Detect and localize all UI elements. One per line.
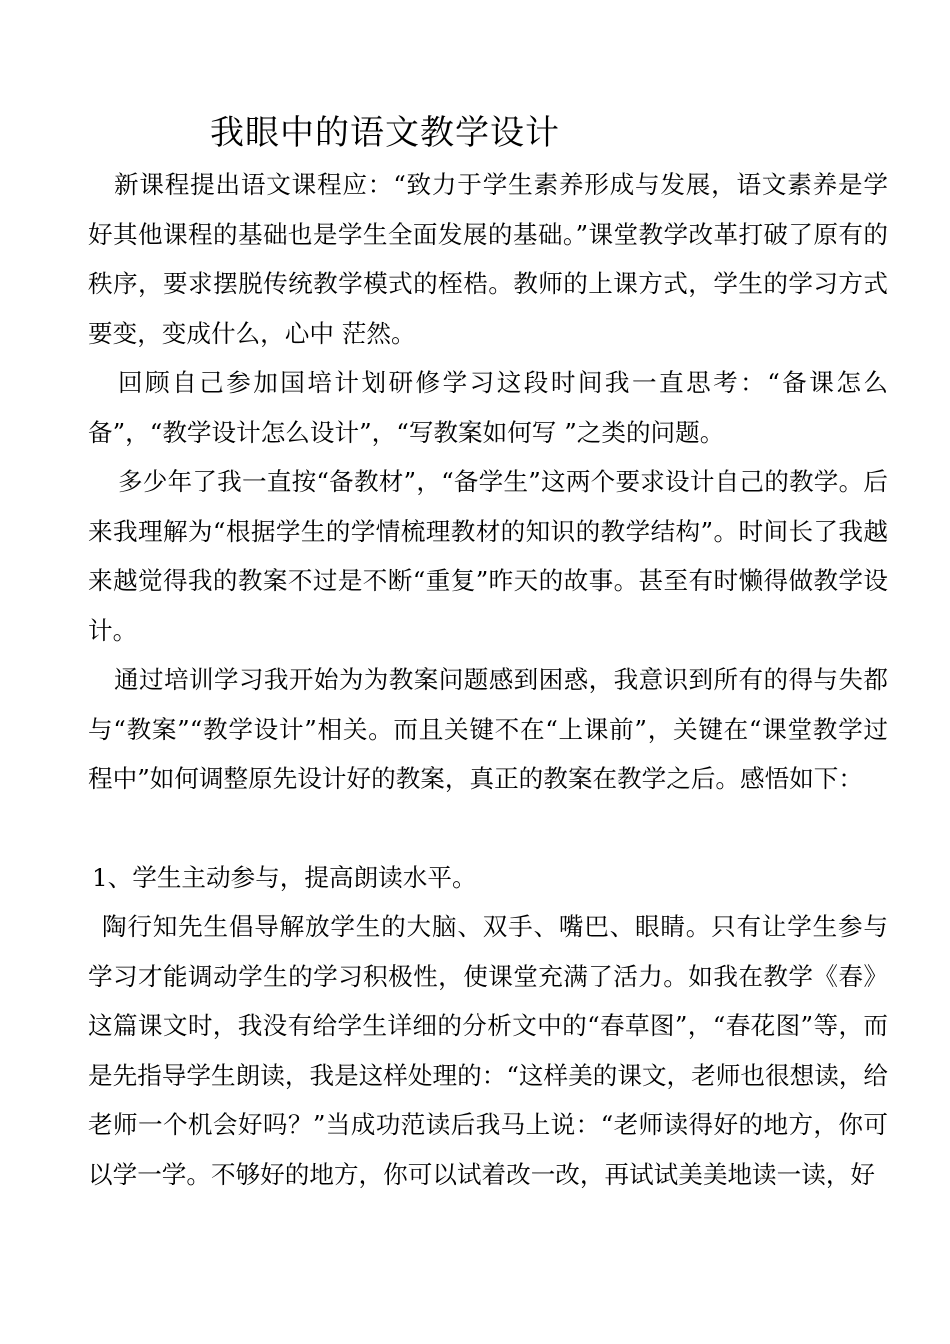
paragraph-intro: 新课程提出语文课程应：“致力于学生素养形成与发展，语文素养是学好其他课程的基础也是学生全面发展的基础。”课堂教学改革打破了原有的秩序，要求摆脱传统教学模式的桎梏。教师的上课方式，学生的学习方式要变，变成什么，心中 茫然。 — [88, 170, 888, 348]
paragraph-reflection: 回顾自己参加国培计划研修学习这段时间我一直思考：“备课怎么备”，“教学设计怎么设计”，“写教案如何写 ”之类的问题。 — [88, 368, 888, 447]
section-heading-1: 1、学生主动参与，提高朗读水平。 — [92, 863, 477, 892]
document-title: 我眼中的语文教学设计 — [210, 113, 560, 153]
paragraph-example: 陶行知先生倡导解放学生的大脑、双手、嘴巴、眼睛。只有让学生参与学习才能调动学生的学习积极性，使课堂充满了活力。如我在教学《春》这篇课文时，我没有给学生详细的分析文中的“春草图”，“春花图”等，而是先指导学生朗读，我是这样处理的：“这样美的课文，老师也很想读，给老师一个机会好吗？”当成功范读后我马上说：“老师读得好的地方，你可以学一学。不够好的地方，你可以试着改一改，再试试美美地读一读，好 — [88, 912, 888, 1189]
paragraph-past-practice: 多少年了我一直按“备教材”，“备学生”这两个要求设计自己的教学。后来我理解为“根据学生的学情梳理教材的知识的教学结构”。时间长了我越来越觉得我的教案不过是不断“重复”昨天的故事。甚至有时懒得做教学设计。 — [88, 467, 888, 645]
paragraph-training: 通过培训学习我开始为为教案问题感到困惑，我意识到所有的得与失都与“教案”“教学设计”相关。而且关键不在“上课前”，关键在“课堂教学过程中”如何调整原先设计好的教案，真正的教案在教学之后。感悟如下： — [88, 665, 888, 793]
